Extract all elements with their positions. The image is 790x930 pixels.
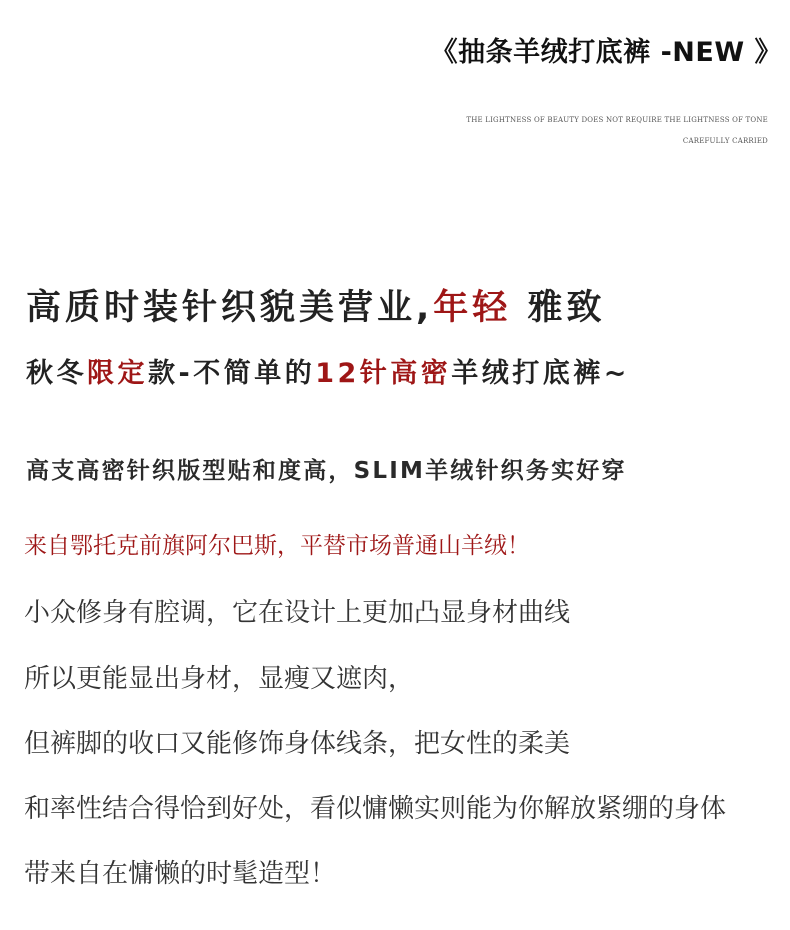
description-line: 小众修身有腔调，它在设计上更加凸显身材曲线 bbox=[24, 598, 571, 628]
subhead-text-2: 款-不简单的 bbox=[148, 358, 316, 389]
subhead-text-3: 羊绒打底裤~ bbox=[451, 358, 630, 389]
description-line: 但裤脚的收口又能修饰身体线条，把女性的柔美 bbox=[24, 729, 571, 759]
subheadline bbox=[26, 351, 630, 390]
headline bbox=[26, 280, 606, 330]
english-tagline-secondary: CAREFULLY CARRIED bbox=[682, 137, 768, 145]
subhead-text-1: 秋冬 bbox=[26, 358, 87, 389]
subhead-highlight-2: 12针高密 bbox=[315, 358, 452, 389]
headline-highlight: 年轻 bbox=[433, 288, 512, 328]
english-tagline: THE LIGHTNESS OF BEAUTY DOES NOT REQUIRE THE LIGHTNESS OF TONE bbox=[466, 116, 768, 124]
subhead-highlight-1: 限定 bbox=[87, 358, 148, 389]
feature-line: 高支高密针织版型贴和度高，SLIM羊绒针织务实好穿 bbox=[26, 458, 627, 484]
origin-line: 来自鄂托克前旗阿尔巴斯，平替市场普通山羊绒！ bbox=[24, 533, 530, 559]
headline-text: 高质时装针织貌美营业, bbox=[26, 288, 434, 328]
description-line: 带来自在慵懒的时髦造型！ bbox=[24, 859, 337, 889]
description-line: 所以更能显出身材，显瘦又遮肉， bbox=[24, 664, 415, 694]
product-title: 《抽条羊绒打底裤 -NEW 》 bbox=[430, 37, 782, 68]
description-line: 和率性结合得恰到好处，看似慵懒实则能为你解放紧绷的身体 bbox=[24, 794, 727, 824]
headline-text-end: 雅致 bbox=[511, 288, 606, 328]
